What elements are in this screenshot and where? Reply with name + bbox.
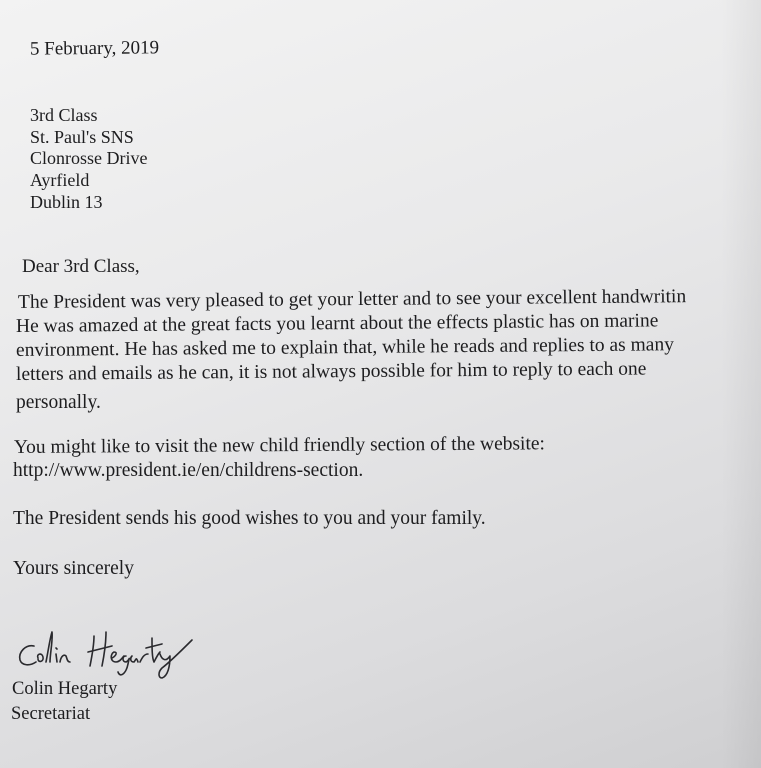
address-line: Clonrosse Drive [30, 148, 148, 168]
paragraph-line: letters and emails as he can, it is not always possible for him to reply to each one [15, 358, 647, 385]
closing: Yours sincerely [13, 558, 134, 579]
paragraph-line: He was amazed at the great facts you learnt about the effects plastic has on marine [15, 310, 659, 337]
letter-date: 5 February, 2019 [29, 37, 160, 60]
address-line: St. Paul's SNS [30, 127, 134, 147]
address-line: Ayrfield [30, 170, 90, 190]
paragraph-line: The President was very pleased to get your letter and to see your excellent handwritin [17, 286, 687, 313]
good-wishes-line: The President sends his good wishes to you and your family. [13, 508, 486, 529]
paragraph-line: You might like to visit the new child friendly section of the website: [13, 433, 546, 458]
paragraph-line: personally. [16, 392, 101, 413]
salutation: Dear 3rd Class, [22, 256, 140, 277]
signer-name: Colin Hegarty [12, 679, 118, 699]
address-line: 3rd Class [30, 105, 98, 125]
page-shadow [721, 0, 761, 768]
paragraph-line: environment. He has asked me to explain that, while he reads and replies to as many [15, 334, 674, 361]
handwritten-signature [12, 618, 202, 680]
signer-title: Secretariat [11, 704, 91, 724]
website-url: http://www.president.ie/en/childrens-section. [13, 460, 364, 481]
address-line: Dublin 13 [30, 192, 103, 212]
